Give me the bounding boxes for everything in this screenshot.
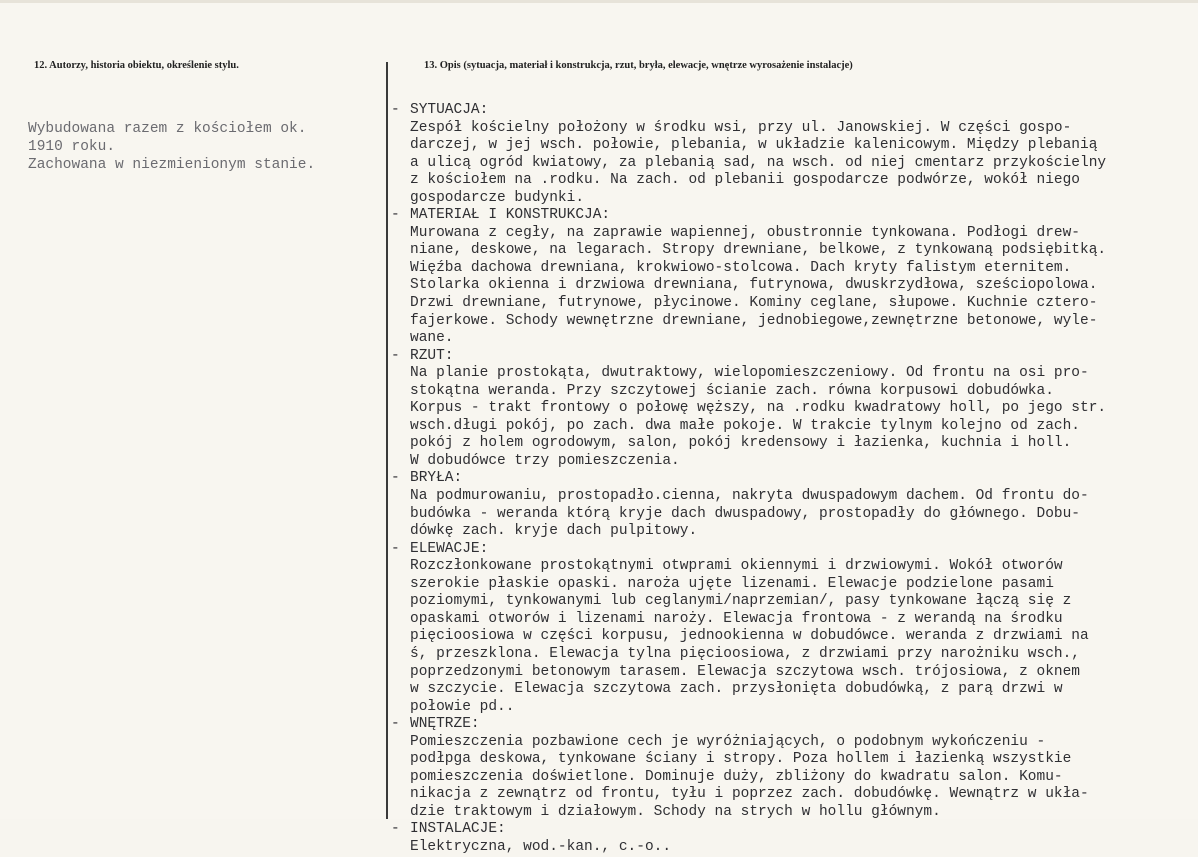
section-title-text: RZUT: <box>410 347 454 364</box>
bullet-dash: - <box>391 716 400 733</box>
description-body <box>391 102 1198 855</box>
section-text-line: Zespół kościelny położony w środku wsi, przy ul. Janowskiej. W części gospo- <box>410 119 1072 136</box>
section-text-line: Murowana z cegły, na zaprawie wapiennej, obustronnie tynkowana. Podłogi drew- <box>410 224 1081 241</box>
section-12-heading: 12. Autorzy, historia obiektu, określenie stylu. <box>34 60 239 71</box>
section-title-text: ELEWACJE: <box>410 540 489 557</box>
section-text-line: Rozczłonkowane prostokątnymi otwprami okiennymi i drzwiowymi. Wokół otworów <box>410 558 1063 575</box>
section-13-heading: 13. Opis (sytuacja, materiał i konstrukcja, rzut, bryła, elewacje, wnętrze wyrosażenie instalacje) <box>424 60 853 71</box>
bullet-dash: - <box>391 102 400 118</box>
section-text-line: a ulicą ogród kwiatowy, za plebanią sad, na wsch. od niej cmentarz przykościelny <box>410 154 1107 171</box>
section-title-text: WNĘTRZE: <box>410 716 480 733</box>
section-text-line: Korpus - trakt frontowy o połowę węższy, na .rodku kwadratowy holl, po jego str. <box>410 400 1107 417</box>
section-title <box>391 541 1198 559</box>
section-text-line: Na podmurowaniu, prostopadło.cienna, nakryta dwuspadowym dachem. Od frontu do- <box>410 488 1089 505</box>
history-line: Zachowana w niezmienionym stanie. <box>28 157 316 173</box>
section-title-text: SYTUACJA: <box>410 102 489 118</box>
history-line: 1910 roku. <box>28 139 116 155</box>
section-title <box>391 348 1198 366</box>
section-title <box>391 821 1198 839</box>
section-title <box>391 470 1198 488</box>
section-text-line: podłpga deskowa, tynkowane ściany i stropy. Poza hollem i łazienką wszystkie <box>410 751 1072 768</box>
section-text-line: Więźba dachowa drewniana, krokwiowo-stolcowa. Dach kryty falistym eternitem. <box>410 259 1072 276</box>
bullet-dash: - <box>391 821 400 838</box>
section-text-line: Pomieszczenia pozbawione cech je wyróżniających, o podobnym wykończeniu - <box>410 733 1046 750</box>
section-title-text: MATERIAŁ I KONSTRUKCJA: <box>410 207 611 224</box>
section-text-line: niane, deskowe, na legarach. Stropy drewniane, belkowe, z tynkowaną podsiębitką. <box>410 242 1107 259</box>
bullet-dash: - <box>391 540 400 557</box>
section-text-line: gospodarcze budynki. <box>410 189 585 206</box>
section-text-line: Stolarka okienna i drzwiowa drewniana, futrynowa, dwuskrzydłowa, sześciopolowa. <box>410 277 1098 294</box>
section-text-line: poprzedzonymi betonowym tarasem. Elewacja szczytowa wsch. trójosiowa, z oknem <box>410 663 1081 680</box>
section-text-line: darczej, w jej wsch. połowie, plebania, w układzie kalenicowym. Między plebanią <box>410 137 1098 154</box>
section-text-line: Elektryczna, wod.-kan., c.-o.. <box>410 838 672 855</box>
bullet-dash: - <box>391 207 400 224</box>
section-title <box>391 716 1198 734</box>
section-text-line: budówka - weranda którą kryje dach dwuspadowy, prostopadły do głównego. Dobu- <box>410 505 1081 522</box>
section-text-line: pokój z holem ogrodowym, salon, pokój kredensowy i łazienka, kuchnia i holl. <box>410 435 1072 452</box>
page-top-edge <box>0 0 1198 3</box>
section-text-line: wsch.długi pokój, po zach. dwa małe pokoje. W trakcie tylnym kolejno od zach. <box>410 417 1081 434</box>
section-text-line: W dobudówce trzy pomieszczenia. <box>410 452 680 469</box>
column-divider <box>386 62 388 819</box>
section-text-line: poziomymi, tynkowanymi lub ceglanymi/naprzemian/, pasy tynkowane łączą się z <box>410 593 1072 610</box>
section-text-line: nikacja z zewnątrz od frontu, tyłu i poprzez zach. dobudówkę. Wewnątrz w ukła- <box>410 786 1089 803</box>
section-text-line: dówkę zach. kryje dach pulpitowy. <box>410 523 698 540</box>
section-text-line: połowie pd.. <box>410 698 515 715</box>
bullet-dash: - <box>391 470 400 487</box>
section-text-line: ś, przeszklona. Elewacja tylna pięcioosiowa, z drzwiami przy narożniku wsch., <box>410 645 1081 662</box>
section-text-line: z kościołem na .rodku. Na zach. od plebanii gospodarcze podwórze, wokół niego <box>410 172 1081 189</box>
section-title-text: INSTALACJE: <box>410 821 506 838</box>
section-text-line: wane. <box>410 330 454 347</box>
section-title <box>391 102 1198 120</box>
section-title <box>391 207 1198 225</box>
section-text-line: w szczycie. Elewacja szczytowa zach. przysłonięta dobudówką, z parą drzwi w <box>410 681 1063 698</box>
section-text-line: pomieszczenia doświetlone. Dominuje duży, zbliżony do kwadratu salon. Komu- <box>410 768 1063 785</box>
section-text-line: dzie traktowym i działowym. Schody na strych w hollu głównym. <box>410 803 941 820</box>
section-text-line: szerokie płaskie opaski. naroża ujęte lizenami. Elewacje podzielone pasami <box>410 575 1054 592</box>
section-text-line: pięcioosiowa w części korpusu, jednookienna w dobudówce. weranda z drzwiami na <box>410 628 1089 645</box>
history-line: Wybudowana razem z kościołem ok. <box>28 121 307 137</box>
bullet-dash: - <box>391 347 400 364</box>
section-text-line: fajerkowe. Schody wewnętrzne drewniane, jednobiegowe,zewnętrzne betonowe, wyle- <box>410 312 1098 329</box>
history-text <box>28 120 368 174</box>
section-text-line: Na planie prostokąta, dwutraktowy, wielopomieszczeniowy. Od frontu na osi pro- <box>410 365 1089 382</box>
section-text-line: Drzwi drewniane, futrynowe, płycinowe. Kominy ceglane, słupowe. Kuchnie cztero- <box>410 295 1098 312</box>
section-text-line: opaskami otworów i lizenami naroży. Elewacja frontowa - z werandą na środku <box>410 610 1063 627</box>
section-text-line: stokątna weranda. Przy szczytowej ścianie zach. równa korpusowi dobudówka. <box>410 382 1054 399</box>
section-title-text: BRYŁA: <box>410 470 463 487</box>
